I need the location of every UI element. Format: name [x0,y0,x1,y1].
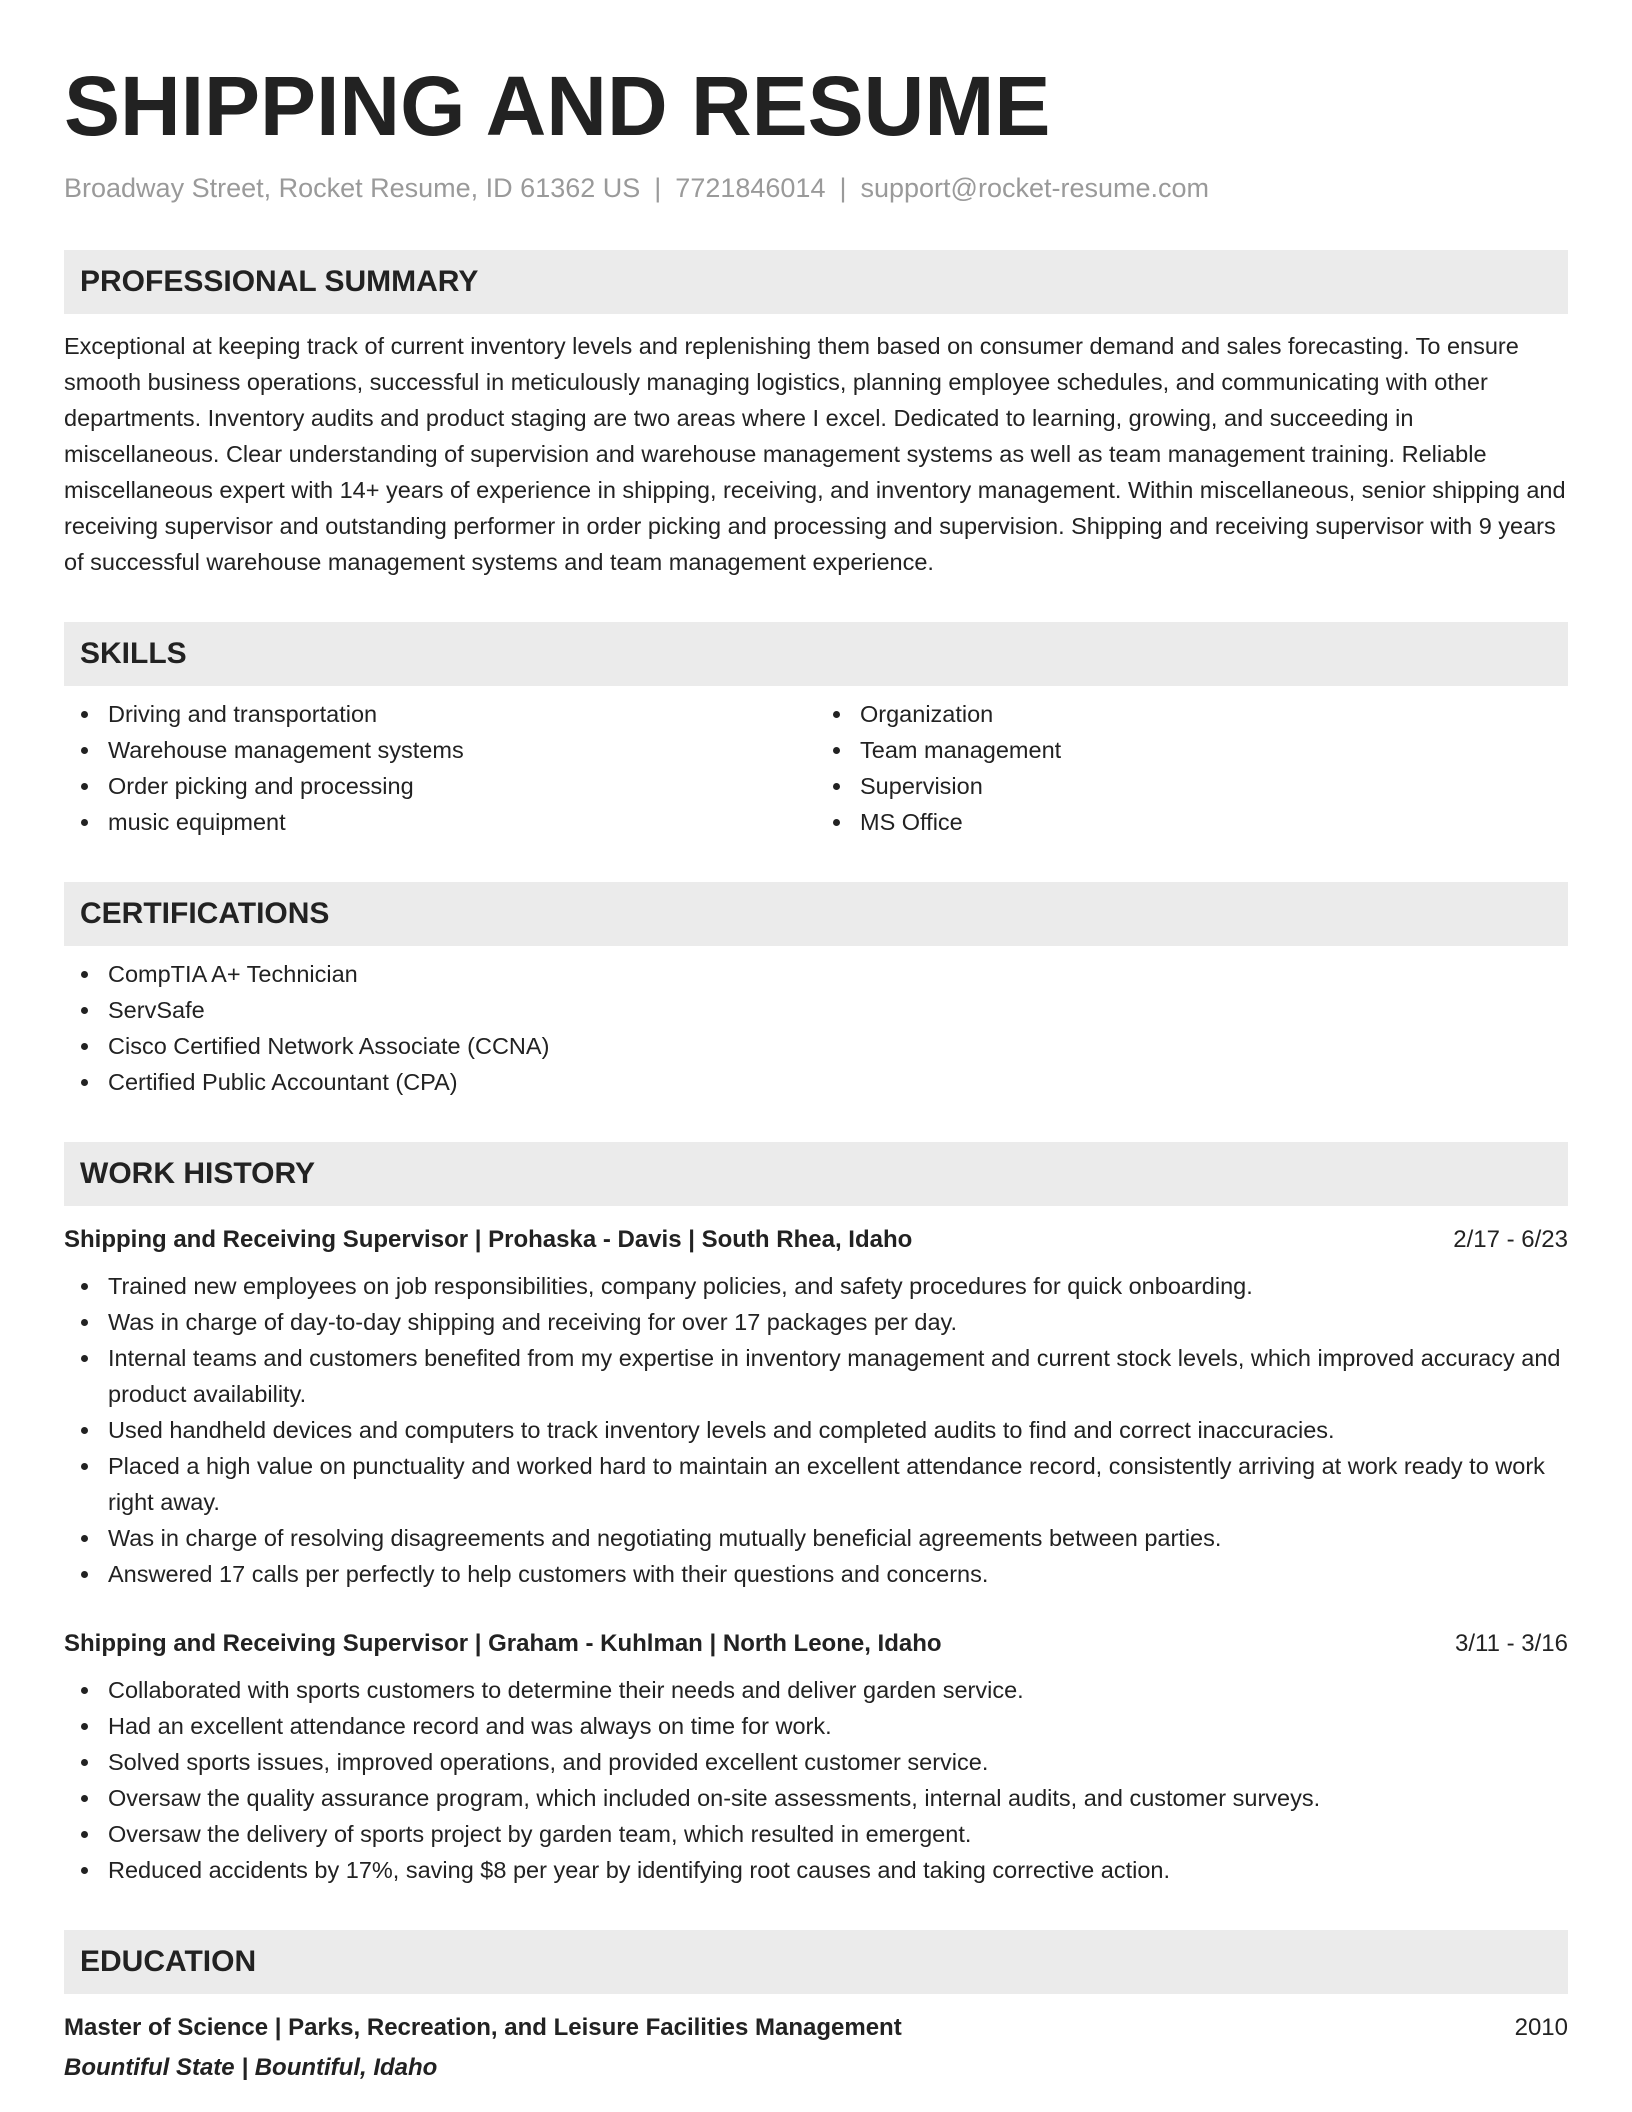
education-header [64,2010,1568,2046]
job-bullet: Solved sports issues, improved operations, and provided excellent customer service. [108,1744,1568,1780]
job-bullet: Answered 17 calls per perfectly to help customers with their questions and concerns. [108,1556,1568,1592]
skill-item: Order picking and processing [108,768,816,804]
education-heading: EDUCATION [64,1930,1568,1994]
job-bullet: Placed a high value on punctuality and worked hard to maintain an excellent attendance record, consistently arriving at work ready to work right away. [108,1448,1568,1520]
education-school: Bountiful State | Bountiful, Idaho [64,2054,438,2081]
skill-item: Warehouse management systems [108,732,816,768]
certifications-list [64,956,1568,1100]
contact-separator: | [654,173,662,203]
summary-heading: PROFESSIONAL SUMMARY [64,250,1568,314]
certifications-heading: CERTIFICATIONS [64,882,1568,946]
job-bullet: Oversaw the quality assurance program, which included on-site assessments, internal audits, and customer surveys. [108,1780,1568,1816]
job-entry [64,1222,1568,1592]
job-header [64,1626,1568,1662]
skill-item: Team management [860,732,1568,768]
certification-item: ServSafe [108,992,1568,1028]
contact-email: support@rocket-resume.com [860,173,1210,203]
resume-name: SHIPPING AND RESUME [64,59,1051,153]
job-bullet: Reduced accidents by 17%, saving $8 per year by identifying root causes and taking corrective action. [108,1852,1568,1888]
job-bullet: Used handheld devices and computers to track inventory levels and completed audits to find and correct inaccuracies. [108,1412,1568,1448]
contact-separator: | [839,173,847,203]
summary-text: Exceptional at keeping track of current inventory levels and replenishing them based on consumer demand and sales forecasting. To ensure smooth business operations, successful in meticulously managing logistics, planning employee schedules, and communicating with other departments. Inventory audits and product staging are two areas where I excel. Dedicated to learning, growing, and succeeding in miscellaneous. Clear understanding of supervision and warehouse management systems as well as team management training. Reliable miscellaneous expert with 14+ years of experience in shipping, receiving, and inventory management. Within miscellaneous, senior shipping and receiving supervisor and outstanding performer in order picking and processing and supervision. Shipping and receiving supervisor with 9 years of successful warehouse management systems and team management experience. [64,333,1566,575]
job-bullet: Trained new employees on job responsibilities, company policies, and safety procedures for quick onboarding. [108,1268,1568,1304]
job-bullets [64,1672,1568,1888]
certification-item: Cisco Certified Network Associate (CCNA) [108,1028,1568,1064]
job-title: Shipping and Receiving Supervisor | Prohaska - Davis | South Rhea, Idaho [64,1226,913,1253]
certification-item: Certified Public Accountant (CPA) [108,1064,1568,1100]
job-header [64,1222,1568,1258]
skills-grid [64,686,1568,840]
job-bullet: Had an excellent attendance record and was always on time for work. [108,1708,1568,1744]
job-dates: 2/17 - 6/23 [1453,1226,1568,1253]
skills-heading: SKILLS [64,622,1568,686]
skill-item: MS Office [860,804,1568,840]
job-bullet: Was in charge of day-to-day shipping and receiving for over 17 packages per day. [108,1304,1568,1340]
contact-line [64,168,1568,208]
work-history-heading: WORK HISTORY [64,1142,1568,1206]
skill-item: Driving and transportation [108,696,816,732]
job-title: Shipping and Receiving Supervisor | Graham - Kuhlman | North Leone, Idaho [64,1630,942,1657]
job-bullet: Collaborated with sports customers to determine their needs and deliver garden service. [108,1672,1568,1708]
skill-item: Supervision [860,768,1568,804]
skills-list-left [64,696,816,840]
contact-phone: 7721846014 [675,173,826,203]
education-year: 2010 [1514,2014,1568,2041]
certification-item: CompTIA A+ Technician [108,956,1568,992]
skill-item: music equipment [108,804,816,840]
job-bullet: Internal teams and customers benefited from my expertise in inventory management and current stock levels, which improved accuracy and product availability. [108,1340,1568,1412]
skills-list-right [816,696,1568,840]
skill-item: Organization [860,696,1568,732]
job-dates: 3/11 - 3/16 [1455,1630,1568,1657]
job-bullet: Oversaw the delivery of sports project by garden team, which resulted in emergent. [108,1816,1568,1852]
education-degree: Master of Science | Parks, Recreation, and Leisure Facilities Management [64,2014,902,2041]
job-bullets [64,1268,1568,1592]
contact-address: Broadway Street, Rocket Resume, ID 61362 US [64,173,641,203]
job-bullet: Was in charge of resolving disagreements and negotiating mutually beneficial agreements between parties. [108,1520,1568,1556]
job-entry [64,1626,1568,1888]
